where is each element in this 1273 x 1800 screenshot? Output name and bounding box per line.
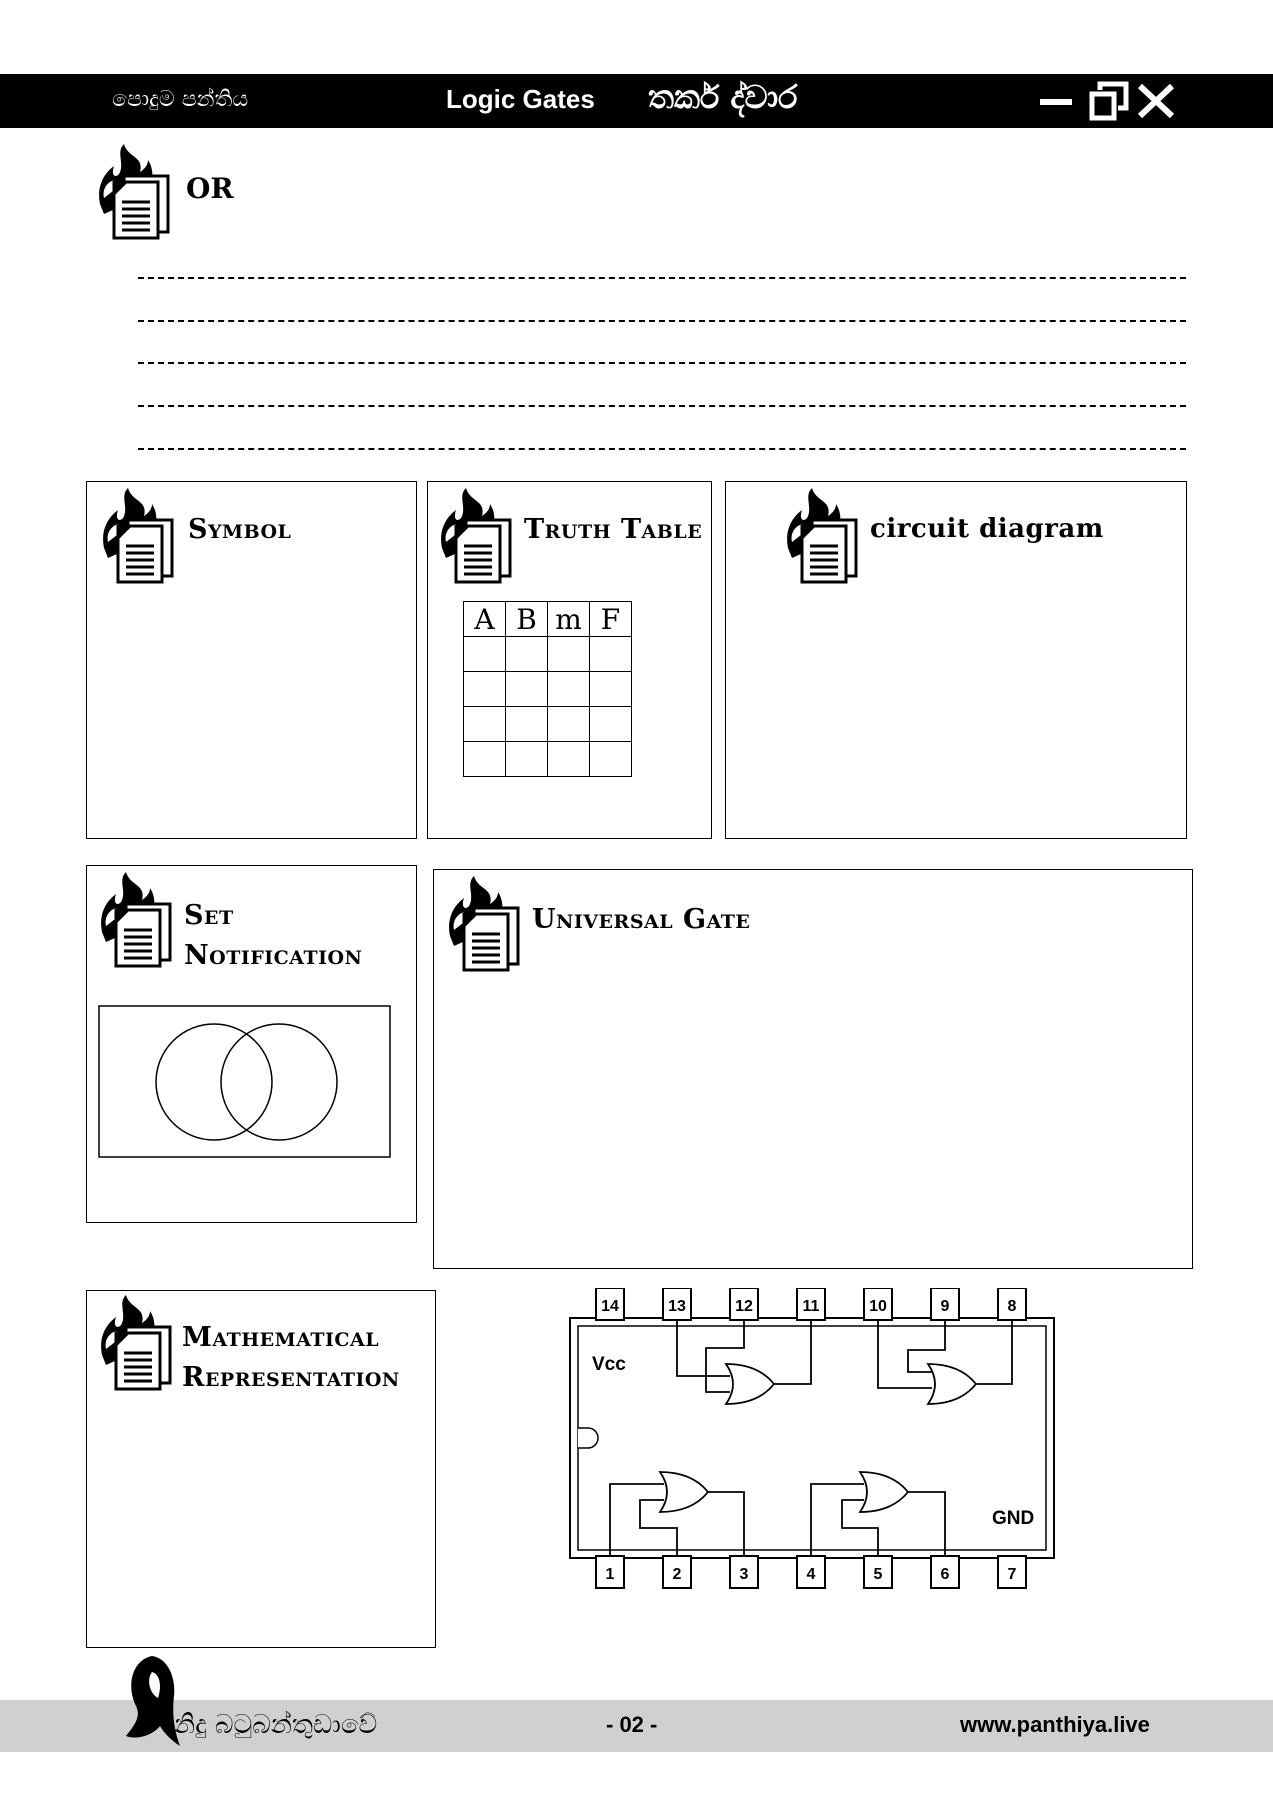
close-icon: [1140, 86, 1172, 116]
writing-line[interactable]: [138, 320, 1186, 322]
table-cell[interactable]: [464, 742, 506, 777]
bottom-pin-2: [663, 1556, 691, 1588]
bottom-pin-3: [730, 1556, 758, 1588]
table-cell[interactable]: [464, 637, 506, 672]
page-number: - 02 -: [606, 1712, 658, 1737]
vcc-label: Vcc: [592, 1354, 626, 1375]
svg-text:7: 7: [1007, 1566, 1017, 1583]
writing-line[interactable]: [138, 362, 1186, 364]
section-heading: OR: [186, 172, 234, 205]
signature-text: නිදු බටුබන්තුඩාවේ: [174, 1710, 378, 1740]
svg-text:4: 4: [806, 1566, 816, 1583]
table-cell[interactable]: [590, 672, 632, 707]
table-cell[interactable]: [506, 742, 548, 777]
table-cell[interactable]: [548, 672, 590, 707]
top-pin-10: [864, 1288, 892, 1320]
ic-pinout-diagram: [568, 1288, 1058, 1598]
set-notification-label-line1: Set: [184, 900, 234, 931]
math-rep-label-line1: Mathematical: [182, 1322, 380, 1353]
gnd-label: GND: [992, 1508, 1035, 1529]
table-cell[interactable]: [506, 707, 548, 742]
svg-text:8: 8: [1007, 1298, 1017, 1315]
set-notification-label-line2: Notification: [184, 940, 363, 971]
document-icon: [96, 872, 176, 968]
page-title-sinhala: තර්ක ද්වාර: [648, 78, 798, 116]
top-pin-13: [663, 1288, 691, 1320]
svg-text:1: 1: [605, 1566, 615, 1583]
table-row: [464, 707, 632, 742]
window-controls: [1030, 78, 1180, 124]
top-pin-9: [931, 1288, 959, 1320]
svg-text:3: 3: [739, 1566, 749, 1583]
table-cell[interactable]: [590, 637, 632, 672]
truth-table-label: Truth Table: [524, 514, 703, 545]
document-icon: [98, 488, 178, 584]
svg-text:14: 14: [601, 1298, 619, 1315]
table-row: [464, 742, 632, 777]
header-cell-m: m: [548, 602, 590, 637]
circuit-diagram-label: circuit diagram: [870, 514, 1104, 544]
bottom-pin-7: [998, 1556, 1026, 1588]
bottom-pin-5: [864, 1556, 892, 1588]
table-cell[interactable]: [548, 707, 590, 742]
table-row: [464, 637, 632, 672]
svg-text:12: 12: [735, 1298, 753, 1315]
table-header-row: [464, 602, 632, 637]
header-bar: [0, 74, 1273, 128]
header-cell-b: B: [506, 602, 548, 637]
top-pin-12: [730, 1288, 758, 1320]
document-icon: [782, 488, 862, 584]
document-icon: [96, 1295, 176, 1391]
svg-text:13: 13: [668, 1298, 686, 1315]
minimize-icon: [1040, 99, 1072, 105]
writing-line[interactable]: [138, 277, 1186, 279]
top-pin-11: [797, 1288, 825, 1320]
website-link[interactable]: www.panthiya.live: [960, 1712, 1150, 1737]
bottom-pin-1: [596, 1556, 624, 1588]
header-cell-f: F: [590, 602, 632, 637]
svg-text:2: 2: [672, 1566, 682, 1583]
signature-mark-icon: [122, 1650, 182, 1750]
table-cell[interactable]: [590, 742, 632, 777]
table-cell[interactable]: [548, 637, 590, 672]
svg-text:6: 6: [940, 1566, 950, 1583]
page-title: Logic Gates: [446, 84, 595, 114]
svg-text:11: 11: [802, 1298, 820, 1315]
table-cell[interactable]: [506, 637, 548, 672]
document-icon: [436, 488, 516, 584]
table-cell[interactable]: [548, 742, 590, 777]
top-pin-8: [998, 1288, 1026, 1320]
brand-name: පොදුම පන්තිය: [112, 87, 249, 112]
ic-notch: [578, 1428, 598, 1448]
bottom-pin-4: [797, 1556, 825, 1588]
document-icon: [94, 144, 174, 240]
table-cell[interactable]: [464, 672, 506, 707]
svg-text:5: 5: [873, 1566, 883, 1583]
writing-line[interactable]: [138, 405, 1186, 407]
truth-table: [463, 601, 632, 777]
universal-set-rectangle: [99, 1006, 390, 1157]
document-icon: [444, 876, 524, 972]
header-cell-a: A: [464, 602, 506, 637]
writing-line[interactable]: [138, 448, 1186, 450]
math-rep-label-line2: Representation: [182, 1362, 400, 1393]
venn-diagram: [98, 1005, 392, 1160]
footer-bar: [0, 1700, 1273, 1752]
table-row: [464, 672, 632, 707]
bottom-pin-6: [931, 1556, 959, 1588]
restore-icon: [1092, 84, 1126, 118]
svg-text:10: 10: [869, 1298, 887, 1315]
universal-gate-label: Universal Gate: [532, 904, 751, 935]
top-pin-14: [596, 1288, 624, 1320]
symbol-label: Symbol: [188, 514, 292, 545]
ic-body-outer: [570, 1318, 1054, 1558]
table-cell[interactable]: [506, 672, 548, 707]
svg-text:9: 9: [940, 1298, 950, 1315]
table-cell[interactable]: [464, 707, 506, 742]
table-cell[interactable]: [590, 707, 632, 742]
